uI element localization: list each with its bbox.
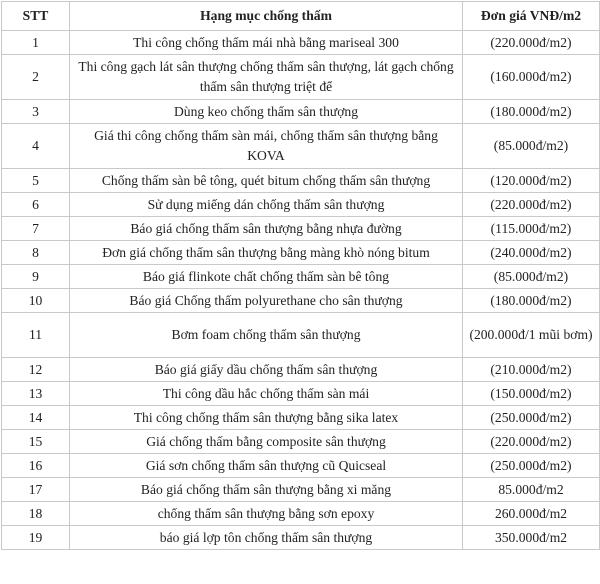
- table-row: [2, 406, 600, 430]
- row-stt: 5: [2, 169, 70, 193]
- row-price: (120.000đ/m2): [463, 169, 600, 193]
- row-item: Đơn giá chống thấm sân thượng bằng màng khò nóng bitum: [70, 241, 463, 265]
- price-table: [1, 1, 600, 550]
- row-price: (210.000đ/m2): [463, 358, 600, 382]
- table-row: [2, 169, 600, 193]
- row-item: Dùng keo chống thấm sân thượng: [70, 100, 463, 124]
- row-price: (240.000đ/m2): [463, 241, 600, 265]
- table-row: [2, 193, 600, 217]
- row-stt: 13: [2, 382, 70, 406]
- table-row: [2, 526, 600, 550]
- row-item: chống thấm sân thượng bằng sơn epoxy: [70, 502, 463, 526]
- row-price: (220.000đ/m2): [463, 193, 600, 217]
- row-stt: 17: [2, 478, 70, 502]
- row-stt: 15: [2, 430, 70, 454]
- row-stt: 6: [2, 193, 70, 217]
- row-price: (180.000đ/m2): [463, 100, 600, 124]
- row-stt: 18: [2, 502, 70, 526]
- table-row: [2, 289, 600, 313]
- header-row: [2, 2, 600, 31]
- row-stt: 19: [2, 526, 70, 550]
- row-stt: 11: [2, 313, 70, 358]
- row-price: (150.000đ/m2): [463, 382, 600, 406]
- table-row: [2, 313, 600, 358]
- row-stt: 2: [2, 55, 70, 100]
- row-price: 350.000đ/m2: [463, 526, 600, 550]
- table-row: [2, 454, 600, 478]
- table-row: [2, 358, 600, 382]
- header-price: Đơn giá VNĐ/m2: [463, 2, 600, 31]
- row-item: Thi công gạch lát sân thượng chống thấm sân thượng, lát gạch chống thấm sân thượng triệt để: [70, 55, 463, 100]
- row-item: Thi công dầu hắc chống thấm sàn mái: [70, 382, 463, 406]
- row-stt: 12: [2, 358, 70, 382]
- table-row: [2, 100, 600, 124]
- header-item: Hạng mục chống thấm: [70, 2, 463, 31]
- row-item: Báo giá chống thấm sân thượng bằng xi măng: [70, 478, 463, 502]
- table-row: [2, 124, 600, 169]
- table-row: [2, 382, 600, 406]
- table-row: [2, 241, 600, 265]
- row-price: (160.000đ/m2): [463, 55, 600, 100]
- row-price: (220.000đ/m2): [463, 31, 600, 55]
- row-item: Báo giá chống thấm sân thượng bằng nhựa đường: [70, 217, 463, 241]
- row-price: 85.000đ/m2: [463, 478, 600, 502]
- row-stt: 4: [2, 124, 70, 169]
- row-stt: 3: [2, 100, 70, 124]
- row-price: (220.000đ/m2): [463, 430, 600, 454]
- table-row: [2, 55, 600, 100]
- table-row: [2, 430, 600, 454]
- row-item: Chống thấm sàn bê tông, quét bitum chống thấm sân thượng: [70, 169, 463, 193]
- row-item: Sử dụng miếng dán chống thấm sân thượng: [70, 193, 463, 217]
- row-item: Bơm foam chống thấm sân thượng: [70, 313, 463, 358]
- row-item: Giá thi công chống thấm sàn mái, chống thấm sân thượng bằng KOVA: [70, 124, 463, 169]
- row-item: báo giá lợp tôn chống thấm sân thượng: [70, 526, 463, 550]
- row-item: Thi công chống thấm mái nhà bằng mariseal 300: [70, 31, 463, 55]
- row-price: (85.000đ/m2): [463, 124, 600, 169]
- row-item: Thi công chống thấm sân thượng bằng sika latex: [70, 406, 463, 430]
- table-row: [2, 265, 600, 289]
- row-price: (180.000đ/m2): [463, 289, 600, 313]
- row-item: Báo giá flinkote chất chống thấm sàn bê tông: [70, 265, 463, 289]
- row-item: Giá chống thấm bằng composite sân thượng: [70, 430, 463, 454]
- header-stt: STT: [2, 2, 70, 31]
- row-price: 260.000đ/m2: [463, 502, 600, 526]
- row-price: (250.000đ/m2): [463, 406, 600, 430]
- row-stt: 16: [2, 454, 70, 478]
- row-price: (250.000đ/m2): [463, 454, 600, 478]
- row-stt: 8: [2, 241, 70, 265]
- table-row: [2, 217, 600, 241]
- row-item: Giá sơn chống thấm sân thượng cũ Quicseal: [70, 454, 463, 478]
- row-stt: 14: [2, 406, 70, 430]
- table-row: [2, 502, 600, 526]
- row-price: (115.000đ/m2): [463, 217, 600, 241]
- row-stt: 1: [2, 31, 70, 55]
- row-stt: 10: [2, 289, 70, 313]
- row-price: (200.000đ/1 mũi bơm): [463, 313, 600, 358]
- row-stt: 9: [2, 265, 70, 289]
- table-row: [2, 478, 600, 502]
- row-item: Báo giá giấy dầu chống thấm sân thượng: [70, 358, 463, 382]
- row-stt: 7: [2, 217, 70, 241]
- table-row: [2, 31, 600, 55]
- row-price: (85.000đ/m2): [463, 265, 600, 289]
- row-item: Báo giá Chống thấm polyurethane cho sân thượng: [70, 289, 463, 313]
